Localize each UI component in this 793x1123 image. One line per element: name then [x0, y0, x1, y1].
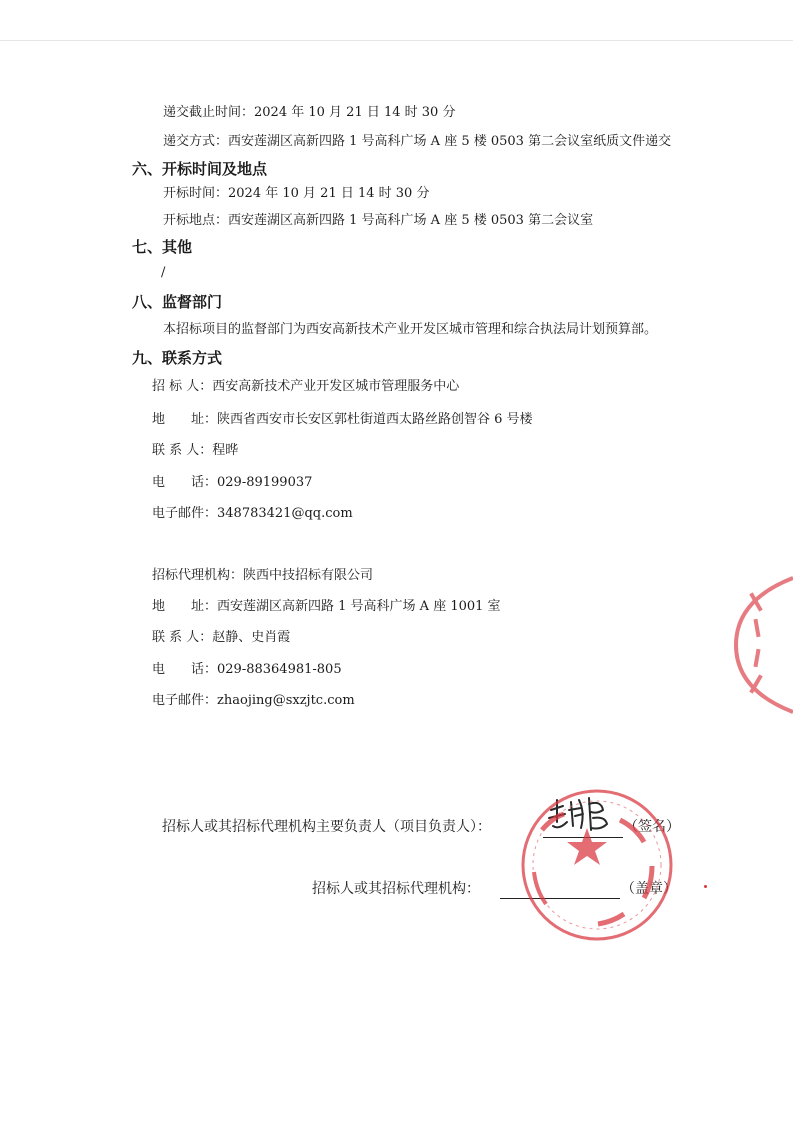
opening-time-label: 开标时间：: [163, 186, 229, 201]
tenderer-contact-row: [152, 442, 238, 460]
tenderer-address-value: 陕西省西安市长安区郭杜街道西太路丝路创智谷 6 号楼: [217, 412, 533, 427]
agency-phone-value: 029-88364981-805: [217, 662, 342, 677]
tenderer-phone-label: 电 话：: [152, 475, 218, 490]
opening-place-label: 开标地点：: [163, 213, 229, 228]
opening-place-value: 西安莲湖区高新四路 1 号高科广场 A 座 5 楼 0503 第二会议室: [228, 213, 594, 228]
tenderer-email-row: [152, 505, 353, 523]
submission-method-row: [163, 133, 671, 151]
side-seal: [722, 570, 793, 720]
signature-underline: [543, 836, 623, 838]
tenderer-address-label: 地 址：: [152, 412, 218, 427]
agency-contact-value: 赵静、史肖霞: [212, 630, 291, 645]
page-top-edge: [0, 40, 793, 41]
agency-name-value: 陕西中技招标有限公司: [243, 568, 374, 583]
tenderer-name-row: [152, 378, 459, 396]
section7-heading: 七、其他: [132, 238, 193, 256]
seal-dot: [704, 885, 707, 888]
agency-address-value: 西安莲湖区高新四路 1 号高科广场 A 座 1001 室: [217, 599, 501, 614]
agency-address-label: 地 址：: [152, 599, 218, 614]
agency-email-row: [152, 692, 355, 710]
deadline-row: [163, 104, 455, 122]
section8-heading: 八、监督部门: [132, 293, 223, 311]
agency-phone-row: [152, 661, 342, 679]
agency-phone-label: 电 话：: [152, 662, 218, 677]
agency-name-row: [152, 567, 373, 585]
section8-content: 本招标项目的监督部门为西安高新技术产业开发区城市管理和综合执法局计划预算部。: [163, 322, 658, 337]
tenderer-address-row: [152, 411, 533, 429]
opening-place-row: [163, 212, 593, 230]
submission-method-value: 西安莲湖区高新四路 1 号高科广场 A 座 5 楼 0503 第二会议室纸质文件递交: [228, 134, 672, 149]
tenderer-phone-value: 029-89199037: [217, 475, 313, 490]
section7-content: /: [161, 265, 166, 280]
agency-email-value[interactable]: zhaojing@sxzjtc.com: [217, 693, 355, 708]
tenderer-name-value: 西安高新技术产业开发区城市管理服务中心: [212, 379, 460, 394]
tenderer-email-value[interactable]: 348783421@qq.com: [217, 506, 353, 521]
official-seal: [512, 780, 682, 950]
tenderer-phone-row: [152, 474, 312, 492]
opening-time-value: 2024 年 10 月 21 日 14 时 30 分: [228, 186, 430, 201]
deadline-value: 2024 年 10 月 21 日 14 时 30 分: [254, 105, 456, 120]
tenderer-contact-label: 联 系 人：: [152, 443, 213, 458]
agency-contact-label: 联 系 人：: [152, 630, 213, 645]
seal-suffix: （盖章）: [621, 881, 677, 897]
deadline-label: 递交截止时间：: [163, 105, 255, 120]
tenderer-email-label: 电子邮件：: [152, 506, 218, 521]
agency-name-label: 招标代理机构：: [152, 568, 244, 583]
opening-time-row: [163, 185, 429, 203]
sign-suffix: （签名）: [624, 819, 680, 835]
responsible-person-label: 招标人或其招标代理机构主要负责人（项目负责人）：: [162, 819, 491, 835]
agency-contact-row: [152, 629, 290, 647]
tenderer-contact-value: 程晔: [212, 443, 239, 458]
section6-heading: 六、开标时间及地点: [132, 160, 268, 178]
agency-address-row: [152, 598, 501, 616]
submission-method-label: 递交方式：: [163, 134, 229, 149]
seal-underline: [500, 897, 620, 899]
tenderer-name-label: 招 标 人：: [152, 379, 213, 394]
organization-label: 招标人或其招标代理机构：: [312, 881, 480, 897]
agency-email-label: 电子邮件：: [152, 693, 218, 708]
section9-heading: 九、联系方式: [132, 349, 223, 367]
handwritten-signature: [545, 792, 615, 836]
